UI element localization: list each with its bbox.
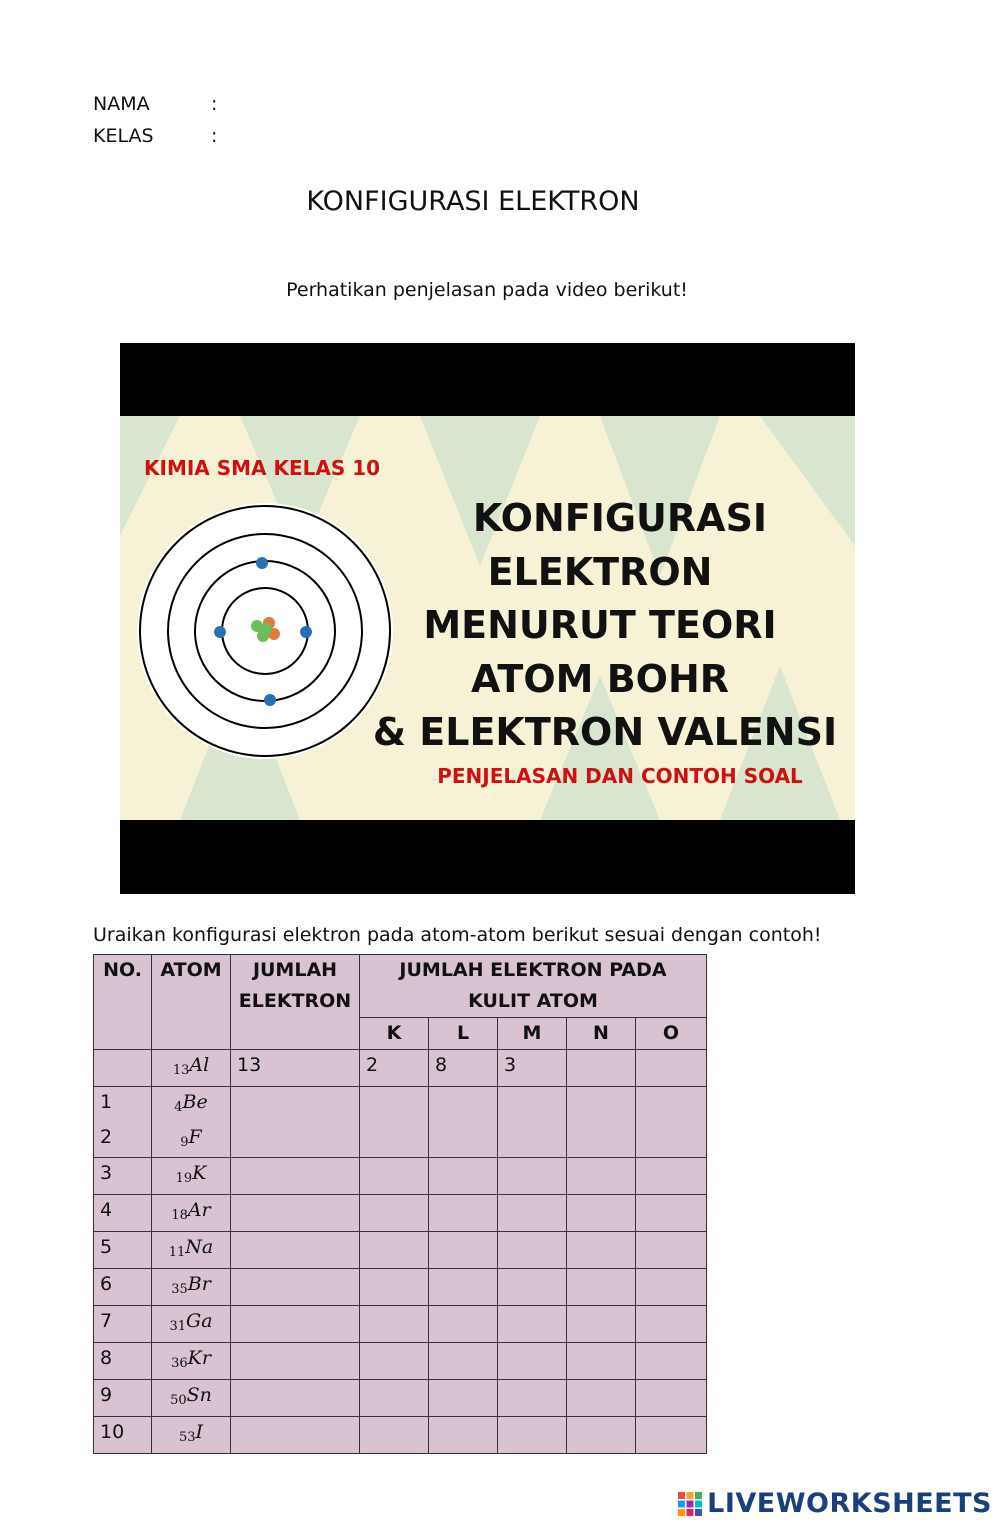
atom-number: 18 (171, 1208, 188, 1223)
example-atom-number: 13 (172, 1063, 190, 1078)
header-no: NO. (94, 955, 152, 1050)
answer-shell-k[interactable] (360, 1306, 429, 1343)
row-atom (152, 1232, 231, 1269)
answer-shell-o[interactable] (636, 1343, 707, 1380)
atom-symbol: Be (182, 1091, 208, 1113)
answer-jumlah[interactable] (231, 1195, 360, 1232)
atom-number: 9 (180, 1135, 189, 1150)
header-jumlah-line-1: JUMLAH (252, 959, 338, 981)
example-shell-m: 3 (498, 1050, 567, 1087)
row-atom (152, 1343, 231, 1380)
answer-shell-k[interactable] (360, 1087, 429, 1158)
atom-symbol: F (188, 1126, 202, 1148)
answer-shell-l[interactable] (429, 1269, 498, 1306)
answer-shell-n[interactable] (567, 1087, 636, 1158)
answer-shell-o[interactable] (636, 1195, 707, 1232)
row-atom (152, 1195, 231, 1232)
row-no-cell (94, 1087, 152, 1158)
header-shell-n: N (567, 1018, 636, 1050)
answer-shell-l[interactable] (429, 1343, 498, 1380)
row-atom (152, 1417, 231, 1454)
example-shell-k: 2 (360, 1050, 429, 1087)
answer-shell-l[interactable] (429, 1195, 498, 1232)
electron-configuration-table (93, 954, 707, 1454)
header-shell-l: L (429, 1018, 498, 1050)
row-no: 9 (94, 1380, 152, 1417)
answer-shell-k[interactable] (360, 1269, 429, 1306)
logo-text: LIVEWORKSHEETS (707, 1488, 992, 1519)
answer-jumlah[interactable] (231, 1269, 360, 1306)
video-title-line-3: MENURUT TEORI (423, 603, 777, 647)
answer-shell-n[interactable] (567, 1269, 636, 1306)
example-row (94, 1050, 707, 1087)
table-body (94, 1158, 707, 1454)
table-row (94, 1417, 707, 1454)
header-jumlah-line-2: ELEKTRON (238, 990, 352, 1012)
header-shell-group-line-2: KULIT ATOM (468, 990, 598, 1012)
class-colon: : (211, 125, 218, 147)
video-title-line-4: ATOM BOHR (470, 657, 730, 701)
row-atom (158, 1122, 224, 1157)
row-atom (152, 1380, 231, 1417)
example-atom (152, 1050, 231, 1087)
atom-symbol: Br (187, 1273, 211, 1295)
name-label: NAMA (93, 93, 150, 115)
atom-number: 36 (171, 1356, 188, 1371)
header-shell-group-line-1: JUMLAH ELEKTRON PADA (399, 959, 667, 981)
name-field (93, 93, 218, 115)
header-shell-k: K (360, 1018, 429, 1050)
video-player[interactable] (120, 343, 855, 894)
answer-shell-m[interactable] (498, 1158, 567, 1195)
row-atom (158, 1087, 224, 1122)
answer-shell-n[interactable] (567, 1306, 636, 1343)
answer-shell-l[interactable] (429, 1417, 498, 1454)
video-title-line-1: KONFIGURASI (472, 496, 768, 540)
answer-shell-l[interactable] (429, 1232, 498, 1269)
header-jumlah (231, 955, 360, 1050)
table-row (94, 1195, 707, 1232)
answer-jumlah[interactable] (231, 1417, 360, 1454)
answer-shell-k[interactable] (360, 1417, 429, 1454)
example-shell-n (567, 1050, 636, 1087)
row-atom (152, 1269, 231, 1306)
answer-shell-k[interactable] (360, 1158, 429, 1195)
row-no: 10 (94, 1417, 152, 1454)
row-atom (152, 1306, 231, 1343)
atom-symbol: Na (185, 1236, 214, 1258)
atom-symbol: Ar (187, 1199, 211, 1221)
answer-shell-l[interactable] (429, 1380, 498, 1417)
video-thumbnail[interactable] (120, 416, 855, 820)
answer-shell-m[interactable] (498, 1195, 567, 1232)
answer-shell-o[interactable] (636, 1158, 707, 1195)
row-no: 8 (94, 1343, 152, 1380)
liveworksheets-logo-icon (677, 1491, 703, 1517)
video-course-label: KIMIA SMA KELAS 10 (144, 456, 381, 480)
row-no: 4 (94, 1195, 152, 1232)
row-atom (152, 1158, 231, 1195)
answer-jumlah[interactable] (231, 1306, 360, 1343)
answer-shell-o[interactable] (636, 1380, 707, 1417)
table-row (94, 1269, 707, 1306)
header-shell-group (360, 955, 707, 1018)
liveworksheets-logo (677, 1488, 992, 1519)
answer-shell-n[interactable] (567, 1232, 636, 1269)
answer-shell-m[interactable] (498, 1269, 567, 1306)
table-row (94, 1306, 707, 1343)
class-label: KELAS (93, 125, 154, 147)
atom-number: 53 (178, 1430, 196, 1445)
table-row (94, 1380, 707, 1417)
answer-shell-m[interactable] (498, 1380, 567, 1417)
answer-shell-n[interactable] (567, 1417, 636, 1454)
row-no: 6 (94, 1269, 152, 1306)
video-subtitle: PENJELASAN DAN CONTOH SOAL (437, 764, 803, 788)
atom-number: 4 (174, 1100, 183, 1115)
answer-shell-o[interactable] (636, 1417, 707, 1454)
atom-symbol: K (192, 1162, 207, 1184)
answer-shell-n[interactable] (567, 1343, 636, 1380)
video-title-line-2: ELEKTRON (487, 550, 713, 594)
header-atom: ATOM (152, 955, 231, 1050)
table-row (94, 1232, 707, 1269)
example-jumlah: 13 (231, 1050, 360, 1087)
example-shell-o (636, 1050, 707, 1087)
row-no: 3 (94, 1158, 152, 1195)
video-title-line-5: & ELEKTRON VALENSI (372, 710, 838, 754)
answer-shell-m[interactable] (498, 1087, 567, 1158)
row-no: 7 (94, 1306, 152, 1343)
table-row (94, 1158, 707, 1195)
answer-shell-o[interactable] (636, 1306, 707, 1343)
answer-shell-o[interactable] (636, 1087, 707, 1158)
answer-shell-m[interactable] (498, 1343, 567, 1380)
atom-number: 50 (170, 1393, 187, 1408)
answer-shell-n[interactable] (567, 1380, 636, 1417)
answer-shell-n[interactable] (567, 1195, 636, 1232)
example-shell-l: 8 (429, 1050, 498, 1087)
answer-shell-l[interactable] (429, 1306, 498, 1343)
answer-shell-l[interactable] (429, 1087, 498, 1158)
atom-symbol: I (195, 1421, 204, 1443)
atom-number: 31 (169, 1319, 187, 1334)
row-no: 2 (100, 1126, 113, 1148)
header-shell-o: O (636, 1018, 707, 1050)
atom-symbol: Sn (186, 1384, 212, 1406)
header-shell-m: M (498, 1018, 567, 1050)
answer-shell-k[interactable] (360, 1195, 429, 1232)
answer-shell-k[interactable] (360, 1343, 429, 1380)
answer-jumlah[interactable] (231, 1087, 360, 1158)
atom-number: 35 (171, 1282, 188, 1297)
answer-jumlah[interactable] (231, 1343, 360, 1380)
answer-shell-n[interactable] (567, 1158, 636, 1195)
answer-shell-m[interactable] (498, 1306, 567, 1343)
instruction-text: Perhatikan penjelasan pada video berikut! (286, 279, 688, 301)
answer-jumlah[interactable] (231, 1232, 360, 1269)
row-no: 1 (100, 1091, 113, 1113)
answer-shell-m[interactable] (498, 1232, 567, 1269)
row-atom-cell (152, 1087, 231, 1158)
answer-shell-k[interactable] (360, 1380, 429, 1417)
atom-symbol: Kr (187, 1347, 211, 1369)
page-title: KONFIGURASI ELEKTRON (306, 186, 640, 217)
table-caption: Uraikan konfigurasi elektron pada atom-atom berikut sesuai dengan contoh! (93, 924, 822, 946)
atom-number: 11 (168, 1245, 186, 1260)
table-row (94, 1087, 707, 1158)
answer-jumlah[interactable] (231, 1380, 360, 1417)
answer-shell-l[interactable] (429, 1158, 498, 1195)
answer-shell-m[interactable] (498, 1417, 567, 1454)
answer-shell-o[interactable] (636, 1232, 707, 1269)
answer-shell-o[interactable] (636, 1269, 707, 1306)
atom-number: 19 (175, 1171, 193, 1186)
answer-jumlah[interactable] (231, 1158, 360, 1195)
atom-symbol: Ga (186, 1310, 213, 1332)
example-atom-symbol: Al (189, 1054, 210, 1076)
name-colon: : (211, 93, 218, 115)
answer-shell-k[interactable] (360, 1232, 429, 1269)
class-field (93, 125, 218, 147)
bohr-atom-icon (137, 503, 393, 759)
row-no: 5 (94, 1232, 152, 1269)
table-row (94, 1343, 707, 1380)
example-no (94, 1050, 152, 1087)
